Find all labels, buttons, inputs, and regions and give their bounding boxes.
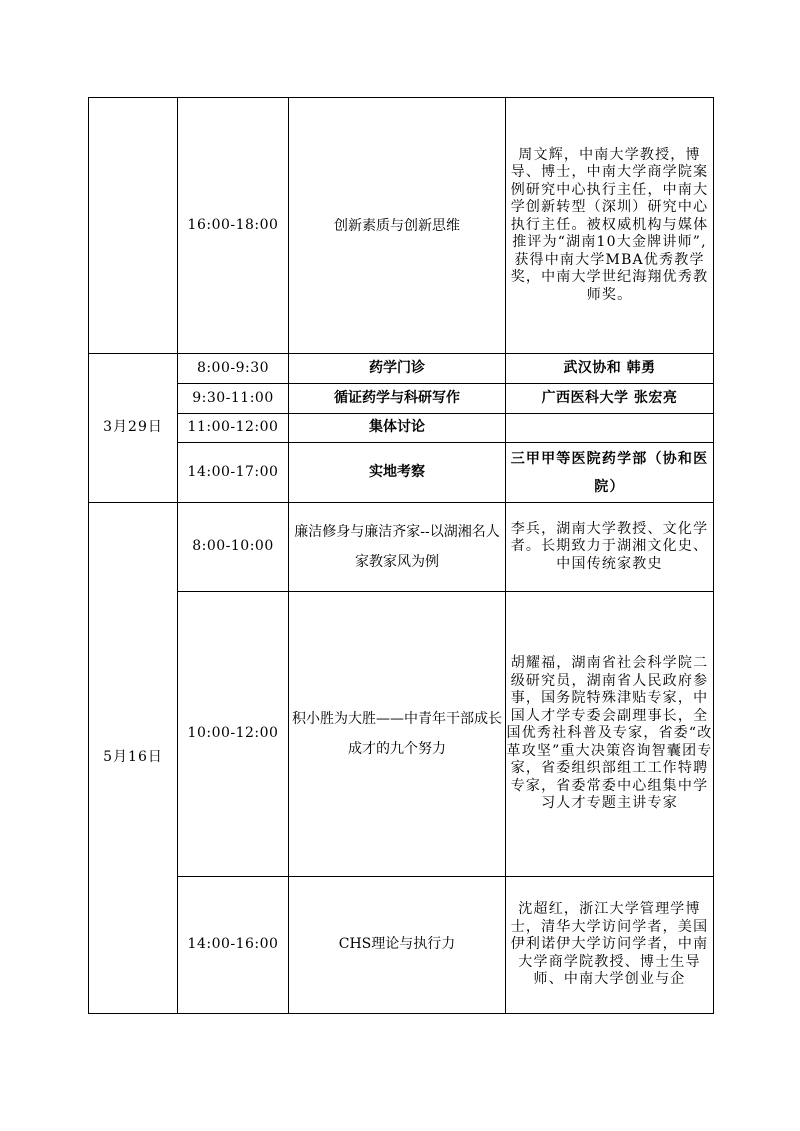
speaker-cell: 胡耀福，湖南省社会科学院二级研究员，湖南省人民政府参事，国务院特殊津贴专家，中国人才学专委会副理事长，全国优秀社科普及专家，省委“改革攻坚”重大决策咨询智囊团专家，省委组织部组工工作特聘专家，省委常委中心组集中学习人才专题主讲专家 [506, 592, 714, 877]
table-row [89, 384, 714, 414]
topic-cell: CHS理论与执行力 [289, 877, 506, 1014]
date-cell [89, 354, 178, 503]
time-cell: 8:00-10:00 [178, 503, 289, 592]
topic-text: 廉洁修身与廉洁齐家--以湖湘名人家教家风为例 [294, 524, 500, 570]
date-cell [89, 98, 178, 354]
topic-cell: 集体讨论 [289, 414, 506, 443]
time-cell: 9:30-11:00 [178, 384, 289, 414]
time-cell: 14:00-17:00 [178, 443, 289, 503]
date-text: 3月29日 [103, 419, 163, 436]
topic-cell: 实地考察 [289, 443, 506, 503]
table-row [89, 98, 714, 354]
speaker-cell: 广西医科大学 张宏亮 [506, 384, 714, 414]
schedule-table [88, 97, 714, 1014]
topic-cell [289, 503, 506, 592]
date-cell [89, 503, 178, 1014]
table-row [89, 503, 714, 592]
time-cell: 14:00-16:00 [178, 877, 289, 1014]
date-text: 5月16日 [103, 749, 163, 766]
topic-text: 积小胜为大胜——中青年干部成长成才的九个努力 [292, 711, 502, 757]
time-cell: 8:00-9:30 [178, 354, 289, 384]
topic-cell: 循证药学与科研写作 [289, 384, 506, 414]
table-row [89, 414, 714, 443]
speaker-cell [506, 414, 714, 443]
speaker-cell: 周文辉，中南大学教授，博导、博士，中南大学商学院案例研究中心执行主任，中南大学创新转型（深圳）研究中心执行主任。被权威机构与媒体推评为“湖南10大金牌讲师”,获得中南大学MBA优秀教学奖，中南大学世纪海翔优秀教师奖。 [506, 98, 714, 354]
speaker-cell: 沈超红，浙江大学管理学博士，清华大学访问学者，美国伊利诺伊大学访问学者，中南大学商学院教授、博士生导师、中南大学创业与企 [506, 877, 714, 1014]
speaker-cell: 武汉协和 韩勇 [506, 354, 714, 384]
time-cell: 16:00-18:00 [178, 98, 289, 354]
time-cell: 11:00-12:00 [178, 414, 289, 443]
topic-text: 创新素质与创新思维 [334, 217, 460, 234]
table-row [89, 877, 714, 1014]
topic-cell [289, 98, 506, 354]
table-row [89, 354, 714, 384]
table-row [89, 443, 714, 503]
speaker-cell: 三甲甲等医院药学部（协和医院） [506, 443, 714, 503]
topic-cell: 药学门诊 [289, 354, 506, 384]
time-cell: 10:00-12:00 [178, 592, 289, 877]
table-row [89, 592, 714, 877]
speaker-cell: 李兵，湖南大学教授、文化学者。长期致力于湖湘文化史、中国传统家教史 [506, 503, 714, 592]
topic-cell [289, 592, 506, 877]
